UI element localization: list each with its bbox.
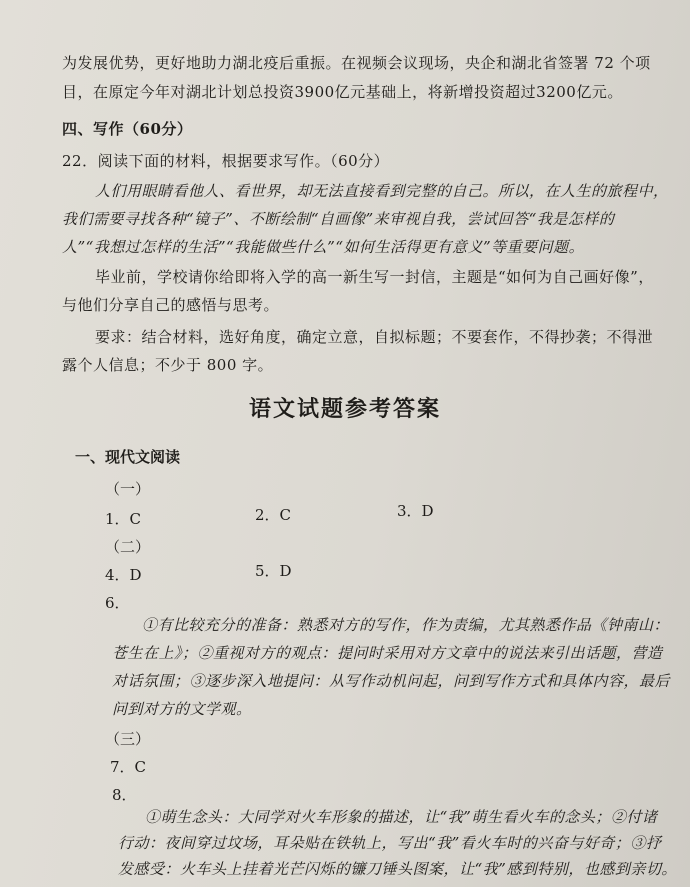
intro-line-1: 为发展优势，更好地助力湖北疫后重振。在视频会议现场，央企和湖北省签署 72 个项	[62, 54, 651, 72]
part-3-label: （三）	[105, 730, 151, 748]
answer-2: 2．C	[255, 506, 292, 524]
part-2-label: （二）	[105, 538, 151, 556]
requirement-line-1: 要求：结合材料，选好角度，确定立意，自拟标题；不要套作，不得抄袭；不得泄	[95, 328, 654, 346]
answer-8-line-2: 行动：夜间穿过坟场，耳朵贴在铁轨上，写出“我”看火车时的兴奋与好奇；③抒	[118, 834, 662, 852]
task-line-1: 毕业前，学校请你给即将入学的高一新生写一封信，主题是“如何为自己画好像”，	[95, 268, 654, 286]
answer-6-line-2: 苍生在上》；②重视对方的观点：提问时采用对方文章中的说法来引出话题，营造	[112, 644, 663, 662]
answer-8-line-1: ①萌生念头：大同学对火车形象的描述，让“我”萌生看火车的念头；②付诸	[145, 808, 658, 826]
answer-6-line-3: 对话氛围；③逐步深入地提问：从写作动机问起，问到写作方式和具体内容，最后	[112, 672, 671, 690]
answer-6-number: 6．	[105, 594, 130, 612]
answer-8-number: 8．	[112, 786, 137, 804]
requirement-line-2: 露个人信息；不少于 800 字。	[62, 356, 274, 374]
question-22: 22．阅读下面的材料，根据要求写作。（60分）	[62, 152, 390, 170]
intro-line-2: 目，在原定今年对湖北计划总投资3900亿元基础上，将新增投资超过3200亿元。	[62, 83, 623, 101]
answer-7: 7．C	[110, 758, 147, 776]
material-line-2: 我们需要寻找各种“镜子”、不断绘制“自画像”来审视自我，尝试回答“我是怎样的	[62, 210, 615, 228]
material-line-1: 人们用眼睛看他人、看世界，却无法直接看到完整的自己。所以，在人生的旅程中，	[95, 182, 669, 200]
answer-1: 1．C	[105, 510, 142, 528]
answer-3: 3．D	[397, 502, 434, 520]
material-line-3: 人”“我想过怎样的生活”“我能做些什么”“如何生活得更有意义”等重要问题。	[62, 238, 585, 256]
answer-4: 4．D	[105, 566, 142, 584]
answer-5: 5．D	[255, 562, 292, 580]
writing-heading: 四、写作（60分）	[62, 120, 193, 138]
answer-6-line-1: ①有比较充分的准备：熟悉对方的写作，作为责编，尤其熟悉作品《钟南山：	[142, 616, 670, 634]
answer-key-title: 语文试题参考答案	[248, 396, 441, 422]
section-modern-reading: 一、现代文阅读	[75, 448, 181, 466]
answer-6-line-4: 问到对方的文学观。	[112, 700, 252, 718]
part-1-label: （一）	[105, 480, 151, 498]
answer-8-line-3: 发感受：火车头上挂着光芒闪烁的镰刀锤头图案，让“我”感到特别，也感到亲切。	[118, 860, 677, 878]
task-line-2: 与他们分享自己的感悟与思考。	[62, 296, 280, 314]
